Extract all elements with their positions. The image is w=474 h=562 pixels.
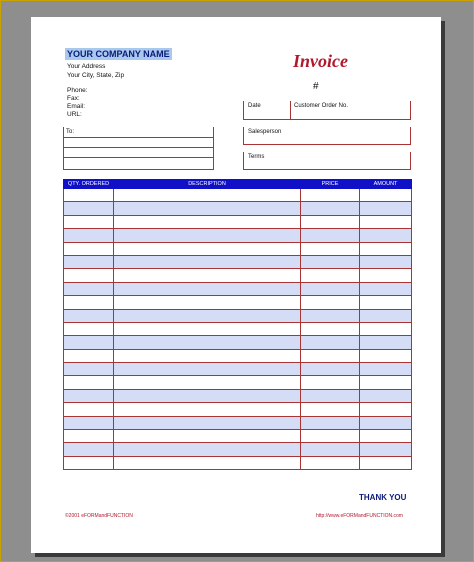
price-cell[interactable] <box>301 282 360 295</box>
price-cell[interactable] <box>301 229 360 242</box>
qty-cell[interactable] <box>64 282 114 295</box>
to-line <box>63 157 213 158</box>
to-right-border <box>213 127 214 170</box>
table-row <box>64 215 412 228</box>
price-cell[interactable] <box>301 363 360 376</box>
date-divider <box>290 101 291 119</box>
description-cell[interactable] <box>114 322 301 335</box>
to-label: To: <box>66 129 75 135</box>
qty-cell[interactable] <box>64 322 114 335</box>
price-cell[interactable] <box>301 430 360 443</box>
salesperson-box[interactable] <box>243 127 411 145</box>
amount-cell[interactable] <box>360 229 412 242</box>
description-cell[interactable] <box>114 336 301 349</box>
qty-cell[interactable] <box>64 269 114 282</box>
price-cell[interactable] <box>301 322 360 335</box>
price-cell[interactable] <box>301 389 360 402</box>
price-cell[interactable] <box>301 309 360 322</box>
table-row <box>64 430 412 443</box>
table-row <box>64 322 412 335</box>
to-line <box>63 137 213 138</box>
table-row <box>64 376 412 389</box>
table-row <box>64 269 412 282</box>
email-label: Email: <box>67 103 86 110</box>
amount-cell[interactable] <box>360 430 412 443</box>
description-cell[interactable] <box>114 430 301 443</box>
amount-cell[interactable] <box>360 363 412 376</box>
amount-cell[interactable] <box>360 215 412 228</box>
qty-cell[interactable] <box>64 363 114 376</box>
description-cell[interactable] <box>114 229 301 242</box>
amount-cell[interactable] <box>360 309 412 322</box>
qty-ordered-header: QTY. ORDERED <box>64 180 114 189</box>
description-cell[interactable] <box>114 403 301 416</box>
description-cell[interactable] <box>114 376 301 389</box>
price-cell[interactable] <box>301 456 360 469</box>
company-address: Your Address <box>67 63 106 70</box>
price-cell[interactable] <box>301 349 360 362</box>
to-line <box>63 147 213 148</box>
description-cell[interactable] <box>114 215 301 228</box>
qty-cell[interactable] <box>64 202 114 215</box>
price-cell[interactable] <box>301 376 360 389</box>
price-cell[interactable] <box>301 255 360 268</box>
to-line <box>63 169 213 170</box>
qty-cell[interactable] <box>64 229 114 242</box>
to-box[interactable] <box>63 127 213 170</box>
price-cell[interactable] <box>301 269 360 282</box>
price-cell[interactable] <box>301 416 360 429</box>
qty-cell[interactable] <box>64 215 114 228</box>
qty-cell[interactable] <box>64 376 114 389</box>
amount-cell[interactable] <box>360 376 412 389</box>
description-cell[interactable] <box>114 363 301 376</box>
amount-cell[interactable] <box>360 242 412 255</box>
price-cell[interactable] <box>301 336 360 349</box>
customer-order-label: Customer Order No. <box>294 103 349 109</box>
table-row <box>64 349 412 362</box>
url-label: URL: <box>67 111 82 118</box>
description-cell[interactable] <box>114 456 301 469</box>
table-row <box>64 456 412 469</box>
invoice-number-label: # <box>313 81 319 92</box>
table-row <box>64 389 412 402</box>
date-label: Date <box>248 103 261 109</box>
qty-cell[interactable] <box>64 309 114 322</box>
amount-cell[interactable] <box>360 189 412 202</box>
copyright-text: ©2001 eFORMandFUNCTION <box>65 513 133 519</box>
qty-cell[interactable] <box>64 416 114 429</box>
table-row <box>64 242 412 255</box>
price-cell[interactable] <box>301 443 360 456</box>
description-cell[interactable] <box>114 282 301 295</box>
description-cell[interactable] <box>114 296 301 309</box>
terms-box[interactable] <box>243 152 411 170</box>
table-row <box>64 189 412 202</box>
description-cell[interactable] <box>114 202 301 215</box>
invoice-title: Invoice <box>293 51 348 71</box>
table-row <box>64 403 412 416</box>
amount-cell[interactable] <box>360 255 412 268</box>
description-cell[interactable] <box>114 269 301 282</box>
footer-url[interactable]: http://www.eFORMandFUNCTION.com <box>316 513 403 519</box>
price-cell[interactable] <box>301 296 360 309</box>
description-cell[interactable] <box>114 242 301 255</box>
table-header-row <box>64 180 412 189</box>
description-cell[interactable] <box>114 309 301 322</box>
qty-cell[interactable] <box>64 389 114 402</box>
qty-cell[interactable] <box>64 255 114 268</box>
qty-cell[interactable] <box>64 349 114 362</box>
amount-cell[interactable] <box>360 336 412 349</box>
amount-cell[interactable] <box>360 443 412 456</box>
table-row <box>64 255 412 268</box>
table-row <box>64 363 412 376</box>
amount-cell[interactable] <box>360 296 412 309</box>
to-left-border <box>63 127 64 170</box>
terms-label: Terms <box>248 154 265 160</box>
description-cell[interactable] <box>114 389 301 402</box>
table-row <box>64 443 412 456</box>
table-row <box>64 309 412 322</box>
table-row <box>64 296 412 309</box>
qty-cell[interactable] <box>64 403 114 416</box>
amount-header: AMOUNT <box>360 180 412 189</box>
amount-cell[interactable] <box>360 269 412 282</box>
description-cell[interactable] <box>114 255 301 268</box>
date-order-box[interactable] <box>243 101 411 120</box>
invoice-page <box>31 17 441 553</box>
price-cell[interactable] <box>301 403 360 416</box>
price-cell[interactable] <box>301 189 360 202</box>
qty-cell[interactable] <box>64 430 114 443</box>
amount-cell[interactable] <box>360 416 412 429</box>
price-cell[interactable] <box>301 215 360 228</box>
table-row <box>64 229 412 242</box>
table-row <box>64 416 412 429</box>
description-cell[interactable] <box>114 349 301 362</box>
qty-cell[interactable] <box>64 456 114 469</box>
phone-label: Phone: <box>67 87 88 94</box>
price-cell[interactable] <box>301 202 360 215</box>
company-city: Your City, State, Zip <box>67 72 125 79</box>
qty-cell[interactable] <box>64 296 114 309</box>
table-body <box>64 189 412 470</box>
fax-label: Fax: <box>67 95 80 102</box>
amount-cell[interactable] <box>360 282 412 295</box>
amount-cell[interactable] <box>360 456 412 469</box>
amount-cell[interactable] <box>360 389 412 402</box>
description-cell[interactable] <box>114 443 301 456</box>
qty-cell[interactable] <box>64 336 114 349</box>
salesperson-label: Salesperson <box>248 129 282 135</box>
company-name[interactable]: YOUR COMPANY NAME <box>67 49 170 59</box>
qty-cell[interactable] <box>64 242 114 255</box>
price-cell[interactable] <box>301 242 360 255</box>
description-header: DESCRIPTION <box>114 180 301 189</box>
amount-cell[interactable] <box>360 349 412 362</box>
amount-cell[interactable] <box>360 322 412 335</box>
qty-cell[interactable] <box>64 189 114 202</box>
table-row <box>64 202 412 215</box>
qty-cell[interactable] <box>64 443 114 456</box>
amount-cell[interactable] <box>360 403 412 416</box>
price-header: PRICE <box>301 180 360 189</box>
line-items-table <box>63 179 412 470</box>
table-row <box>64 282 412 295</box>
thank-you-text: THANK YOU <box>359 493 407 502</box>
table-row <box>64 336 412 349</box>
description-cell[interactable] <box>114 189 301 202</box>
description-cell[interactable] <box>114 416 301 429</box>
amount-cell[interactable] <box>360 202 412 215</box>
